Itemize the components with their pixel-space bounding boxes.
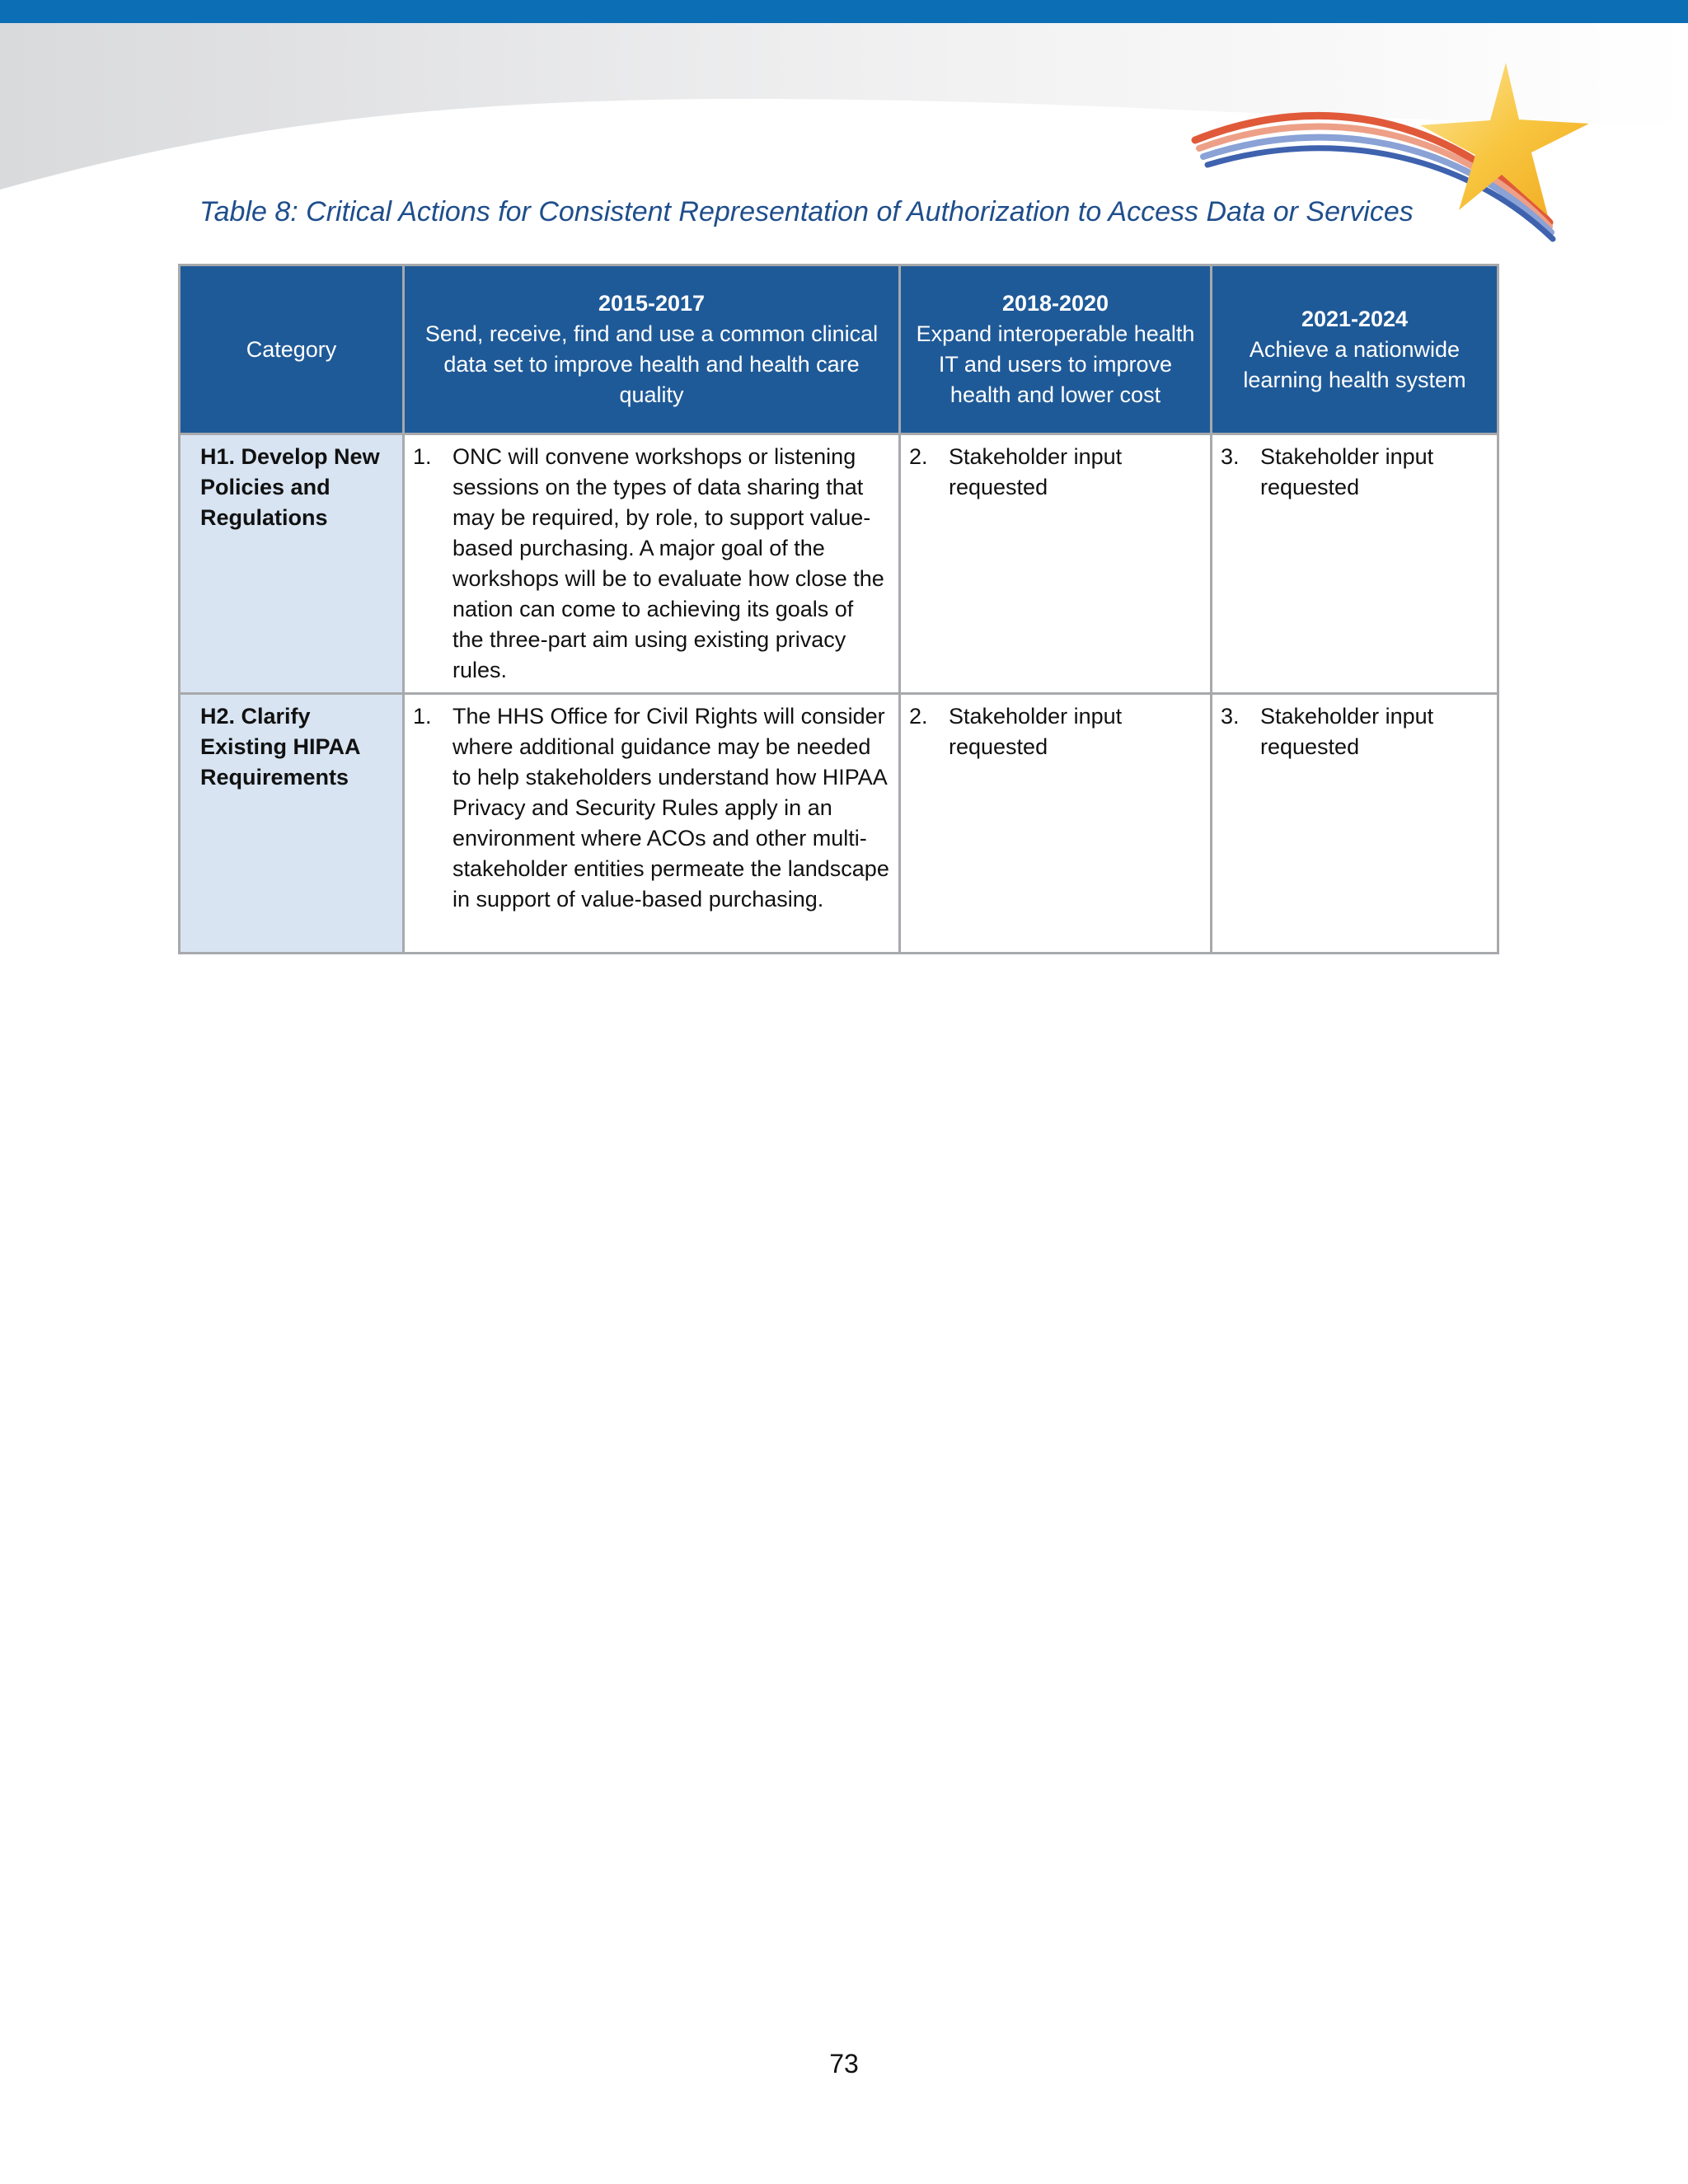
header-description: Send, receive, find and use a common clinical data set to improve health and health care quality — [424, 321, 879, 407]
header-2018-2020 — [900, 265, 1212, 434]
list-item — [413, 701, 890, 915]
item-number: 1. — [413, 444, 432, 469]
table-cell — [900, 694, 1212, 954]
table-cell — [404, 434, 900, 694]
item-number: 2. — [909, 704, 928, 729]
list-item — [1221, 442, 1489, 503]
list-item — [909, 442, 1202, 503]
item-number: 3. — [1221, 704, 1240, 729]
table-row — [180, 434, 1498, 694]
header-description: Expand interoperable health IT and users to improve health and lower cost — [916, 321, 1195, 407]
header-category-label: Category — [246, 336, 337, 362]
item-text: Stakeholder input requested — [949, 704, 1123, 759]
item-text: The HHS Office for Civil Rights will consider where additional guidance may be needed to help stakeholders understand how HIPAA Privacy and Security Rules apply in an environment where ACOs and other multi-stakeholder entities permeate the landscape in support of value-based purchasing. — [452, 704, 889, 912]
header-period: 2015-2017 — [598, 291, 706, 316]
header-2015-2017 — [404, 265, 900, 434]
list-item — [909, 701, 1202, 762]
header-2021-2024 — [1212, 265, 1498, 434]
list-item — [413, 442, 890, 686]
item-number: 3. — [1221, 444, 1240, 469]
top-banner-bar — [0, 0, 1688, 23]
header-period: 2018-2020 — [1001, 291, 1109, 316]
table-row — [180, 694, 1498, 954]
table-cell — [900, 434, 1212, 694]
list-item — [1221, 701, 1489, 762]
header-category — [180, 265, 404, 434]
table-cell — [1212, 694, 1498, 954]
item-text: Stakeholder input requested — [1260, 704, 1434, 759]
header-description: Achieve a nationwide learning health system — [1243, 336, 1466, 392]
page-number: 73 — [829, 2049, 859, 2079]
table-header-row — [180, 265, 1498, 434]
item-number: 1. — [413, 704, 432, 729]
row-category: H2. Clarify Existing HIPAA Requirements — [180, 694, 404, 954]
table-cell — [1212, 434, 1498, 694]
table-title: Table 8: Critical Actions for Consistent Representation of Authorization to Access Data or Services — [199, 196, 1414, 227]
item-number: 2. — [909, 444, 928, 469]
item-text: ONC will convene workshops or listening sessions on the types of data sharing that may be required, by role, to support value-based purchasing. A major goal of the workshops will be to evaluate how close the nation can come to achieving its goals of the three-part aim using existing privacy rules. — [452, 444, 884, 682]
item-text: Stakeholder input requested — [949, 444, 1123, 499]
item-text: Stakeholder input requested — [1260, 444, 1434, 499]
table-cell — [404, 694, 900, 954]
critical-actions-table — [178, 264, 1499, 954]
row-category: H1. Develop New Policies and Regulations — [180, 434, 404, 694]
header-period: 2021-2024 — [1301, 306, 1409, 331]
